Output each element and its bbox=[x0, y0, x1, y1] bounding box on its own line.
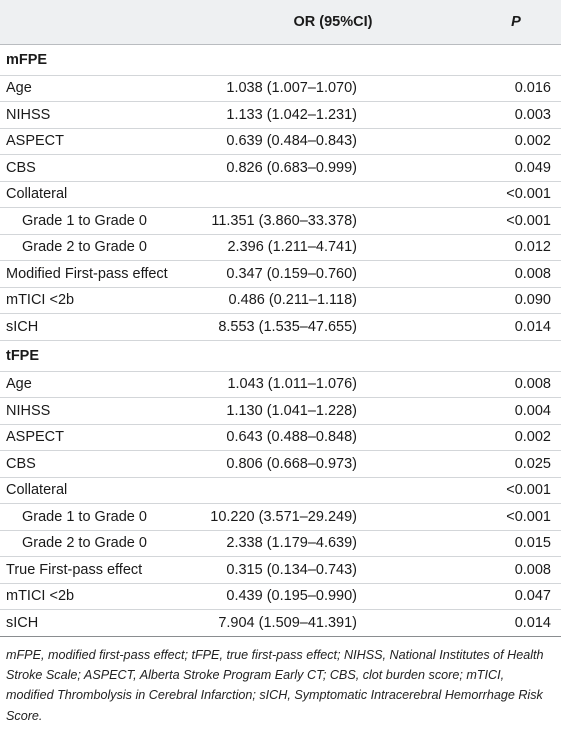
table-row bbox=[0, 314, 561, 341]
p-value: <0.001 bbox=[506, 508, 551, 525]
variable-label: Collateral bbox=[6, 186, 68, 203]
odds-ratio-value: 0.806 (0.668–0.973) bbox=[226, 455, 357, 472]
variable-label: True First-pass effect bbox=[6, 561, 143, 578]
variable-label: NIHSS bbox=[6, 402, 51, 419]
variable-label: Grade 2 to Grade 0 bbox=[22, 535, 147, 552]
p-value: 0.015 bbox=[514, 535, 551, 552]
variable-label: sICH bbox=[6, 318, 39, 335]
table-row bbox=[0, 128, 561, 155]
p-value: 0.002 bbox=[514, 133, 551, 150]
section-title: tFPE bbox=[6, 347, 40, 364]
header-row bbox=[0, 0, 561, 44]
p-value: <0.001 bbox=[506, 482, 551, 499]
variable-label: CBS bbox=[6, 159, 36, 176]
table-row bbox=[0, 155, 561, 182]
table-row bbox=[0, 208, 561, 235]
table-row bbox=[0, 557, 561, 584]
table-row bbox=[0, 424, 561, 451]
odds-ratio-value: 0.486 (0.211–1.118) bbox=[228, 292, 357, 309]
p-value: 0.049 bbox=[514, 159, 551, 176]
table-row bbox=[0, 75, 561, 102]
odds-ratio-value: 0.439 (0.195–0.990) bbox=[226, 588, 357, 605]
p-value: 0.008 bbox=[514, 265, 551, 282]
section-row bbox=[0, 340, 561, 371]
table-row bbox=[0, 234, 561, 261]
odds-ratio-value bbox=[195, 181, 471, 208]
p-value: 0.008 bbox=[514, 561, 551, 578]
variable-label: ASPECT bbox=[6, 133, 65, 150]
p-value: 0.014 bbox=[514, 318, 551, 335]
p-value: 0.090 bbox=[514, 292, 551, 309]
odds-ratio-value: 2.338 (1.179–4.639) bbox=[226, 535, 357, 552]
variable-label: Age bbox=[6, 80, 32, 97]
table-row bbox=[0, 530, 561, 557]
section-row bbox=[0, 44, 561, 75]
odds-ratio-value: 1.043 (1.011–1.076) bbox=[227, 376, 357, 393]
odds-ratio-value: 0.315 (0.134–0.743) bbox=[226, 561, 357, 578]
p-value: 0.014 bbox=[514, 614, 551, 631]
table-header bbox=[0, 0, 561, 44]
header-label-cell bbox=[0, 0, 195, 44]
p-value: <0.001 bbox=[506, 212, 551, 229]
p-value: <0.001 bbox=[506, 186, 551, 203]
p-value: 0.016 bbox=[514, 80, 551, 97]
table-body bbox=[0, 44, 561, 636]
odds-ratio-value: 7.904 (1.509–41.391) bbox=[218, 614, 357, 631]
odds-ratio-value: 2.396 (1.211–4.741) bbox=[227, 239, 357, 256]
variable-label: Grade 2 to Grade 0 bbox=[22, 239, 147, 256]
table-footnote: mFPE, modified first-pass effect; tFPE, true first-pass effect; NIHSS, National Institutes of Health Stroke Scale; ASPECT, Alberta Stroke Program Early CT; CBS, clot burden score; mTICI, modified Thrombolysis in Cerebral Infarction; sICH, Symptomatic Intracerebral Hemorrhage Risk Score. bbox=[6, 647, 544, 723]
table-row bbox=[0, 398, 561, 425]
odds-ratio-value: 1.038 (1.007–1.070) bbox=[226, 80, 357, 97]
table-row bbox=[0, 371, 561, 398]
odds-ratio-value: 0.639 (0.484–0.843) bbox=[226, 133, 357, 150]
header-or-cell: OR (95%CI) bbox=[293, 13, 373, 30]
odds-ratio-value: 10.220 (3.571–29.249) bbox=[210, 508, 357, 525]
odds-ratio-value bbox=[195, 477, 471, 504]
variable-label: Collateral bbox=[6, 482, 68, 499]
p-value: 0.004 bbox=[514, 402, 551, 419]
table-row bbox=[0, 261, 561, 288]
table-row bbox=[0, 181, 561, 208]
p-value: 0.002 bbox=[514, 429, 551, 446]
p-value: 0.047 bbox=[514, 588, 551, 605]
p-value: 0.003 bbox=[514, 106, 551, 123]
odds-ratio-value: 11.351 (3.860–33.378) bbox=[211, 212, 357, 229]
section-title: mFPE bbox=[6, 51, 48, 68]
p-value: 0.025 bbox=[514, 455, 551, 472]
p-value: 0.012 bbox=[514, 239, 551, 256]
header-p-cell: P bbox=[511, 13, 521, 30]
variable-label: mTICI <2b bbox=[6, 588, 75, 605]
table-row bbox=[0, 287, 561, 314]
p-value: 0.008 bbox=[514, 376, 551, 393]
table-row bbox=[0, 504, 561, 531]
variable-label: sICH bbox=[6, 614, 39, 631]
odds-ratio-value: 0.347 (0.159–0.760) bbox=[226, 265, 357, 282]
table-row bbox=[0, 477, 561, 504]
table-row bbox=[0, 451, 561, 478]
variable-label: ASPECT bbox=[6, 429, 65, 446]
variable-label: mTICI <2b bbox=[6, 292, 75, 309]
variable-label: Grade 1 to Grade 0 bbox=[22, 212, 147, 229]
odds-ratio-value: 8.553 (1.535–47.655) bbox=[218, 318, 357, 335]
odds-ratio-value: 0.826 (0.683–0.999) bbox=[226, 159, 357, 176]
variable-label: NIHSS bbox=[6, 106, 51, 123]
variable-label: CBS bbox=[6, 455, 36, 472]
odds-ratio-value: 1.130 (1.041–1.228) bbox=[226, 402, 357, 419]
table-row bbox=[0, 583, 561, 610]
odds-ratio-value: 1.133 (1.042–1.231) bbox=[226, 106, 357, 123]
table-row bbox=[0, 102, 561, 129]
variable-label: Age bbox=[6, 376, 32, 393]
variable-label: Grade 1 to Grade 0 bbox=[22, 508, 147, 525]
variable-label: Modified First-pass effect bbox=[6, 265, 168, 282]
odds-ratio-value: 0.643 (0.488–0.848) bbox=[226, 429, 357, 446]
table-row bbox=[0, 610, 561, 637]
